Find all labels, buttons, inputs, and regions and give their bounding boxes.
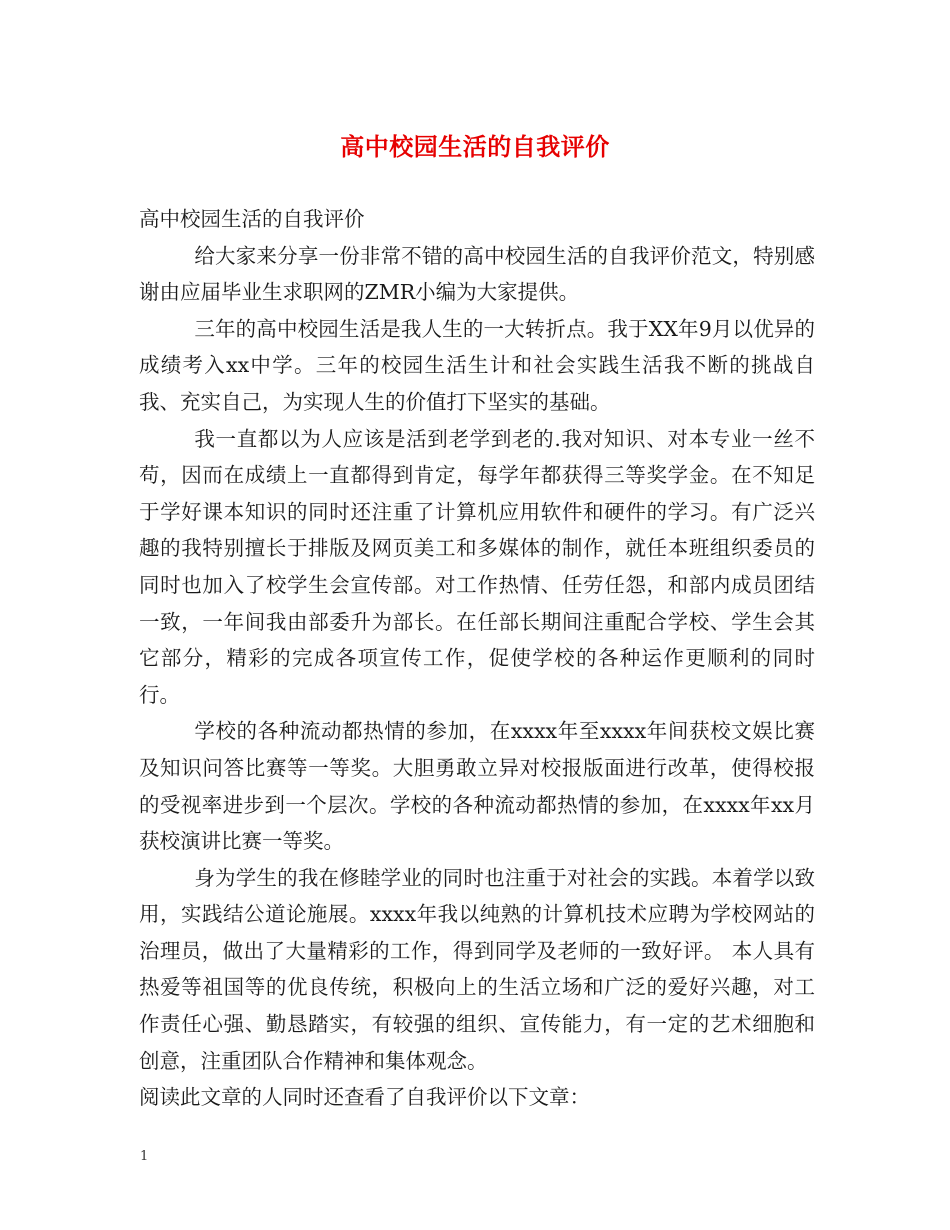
paragraph-learning: 我一直都以为人应该是活到老学到老的.我对知识、对本专业一丝不苟，因而在成绩上一直都得到肯定，每学年都获得三等奖学金。在不知足于学好课本知识的同时还注重了计算机应用软件和硬件的学习。有广泛兴趣的我特别擅长于排版及网页美工和多媒体的制作，就任本班组织委员的同时也加入了校学生会宣传部。对工作热情、任劳任怨，和部内成员团结一致，一年间我由部委升为部长。在任部长期间注重配合学校、学生会其它部分，精彩的完成各项宣传工作，促使学校的各种运作更顺利的同时行。 xyxy=(139,426,815,707)
paragraph-activities: 学校的各种流动都热情的参加，在xxxx年至xxxx年间获校文娱比赛及知识问答比赛等一等奖。大胆勇敢立异对校报版面进行改革，使得校报的受视率进步到一个层次。学校的各种流动都热情的参加，在xxxx年xx月获校演讲比赛一等奖。 xyxy=(139,719,815,854)
paragraph-practice: 身为学生的我在修睦学业的同时也注重于对社会的实践。本着学以致用，实践结公道论施展。xxxx年我以纯熟的计算机技术应聘为学校网站的治理员，做出了大量精彩的工作，得到同学及老师的一致好评。 本人具有热爱等祖国等的优良传统，积极向上的生活立场和广泛的爱好兴趣，对工作责任心强、勤恳踏实，有较强的组织、宣传能力，有一定的艺术细胞和创意，注重团队合作精神和集体观念。 xyxy=(139,865,815,1073)
page-number: 1 xyxy=(140,1149,149,1164)
closing-line: 阅读此文章的人同时还查看了自我评价以下文章： xyxy=(139,1085,590,1110)
document-title: 高中校园生活的自我评价 xyxy=(340,132,610,161)
document-body xyxy=(139,201,815,1116)
paragraph-intro: 给大家来分享一份非常不错的高中校园生活的自我评价范文，特别感谢由应届毕业生求职网的ZMR小编为大家提供。 xyxy=(139,243,815,305)
paragraph-turning-point: 三年的高中校园生活是我人生的一大转折点。我于XX年9月以优异的成绩考入xx中学。三年的校园生活生计和社会实践生活我不断的挑战自我、充实自己，为实现人生的价值打下坚实的基础。 xyxy=(139,316,815,414)
document-subtitle: 高中校园生活的自我评价 xyxy=(139,207,365,231)
